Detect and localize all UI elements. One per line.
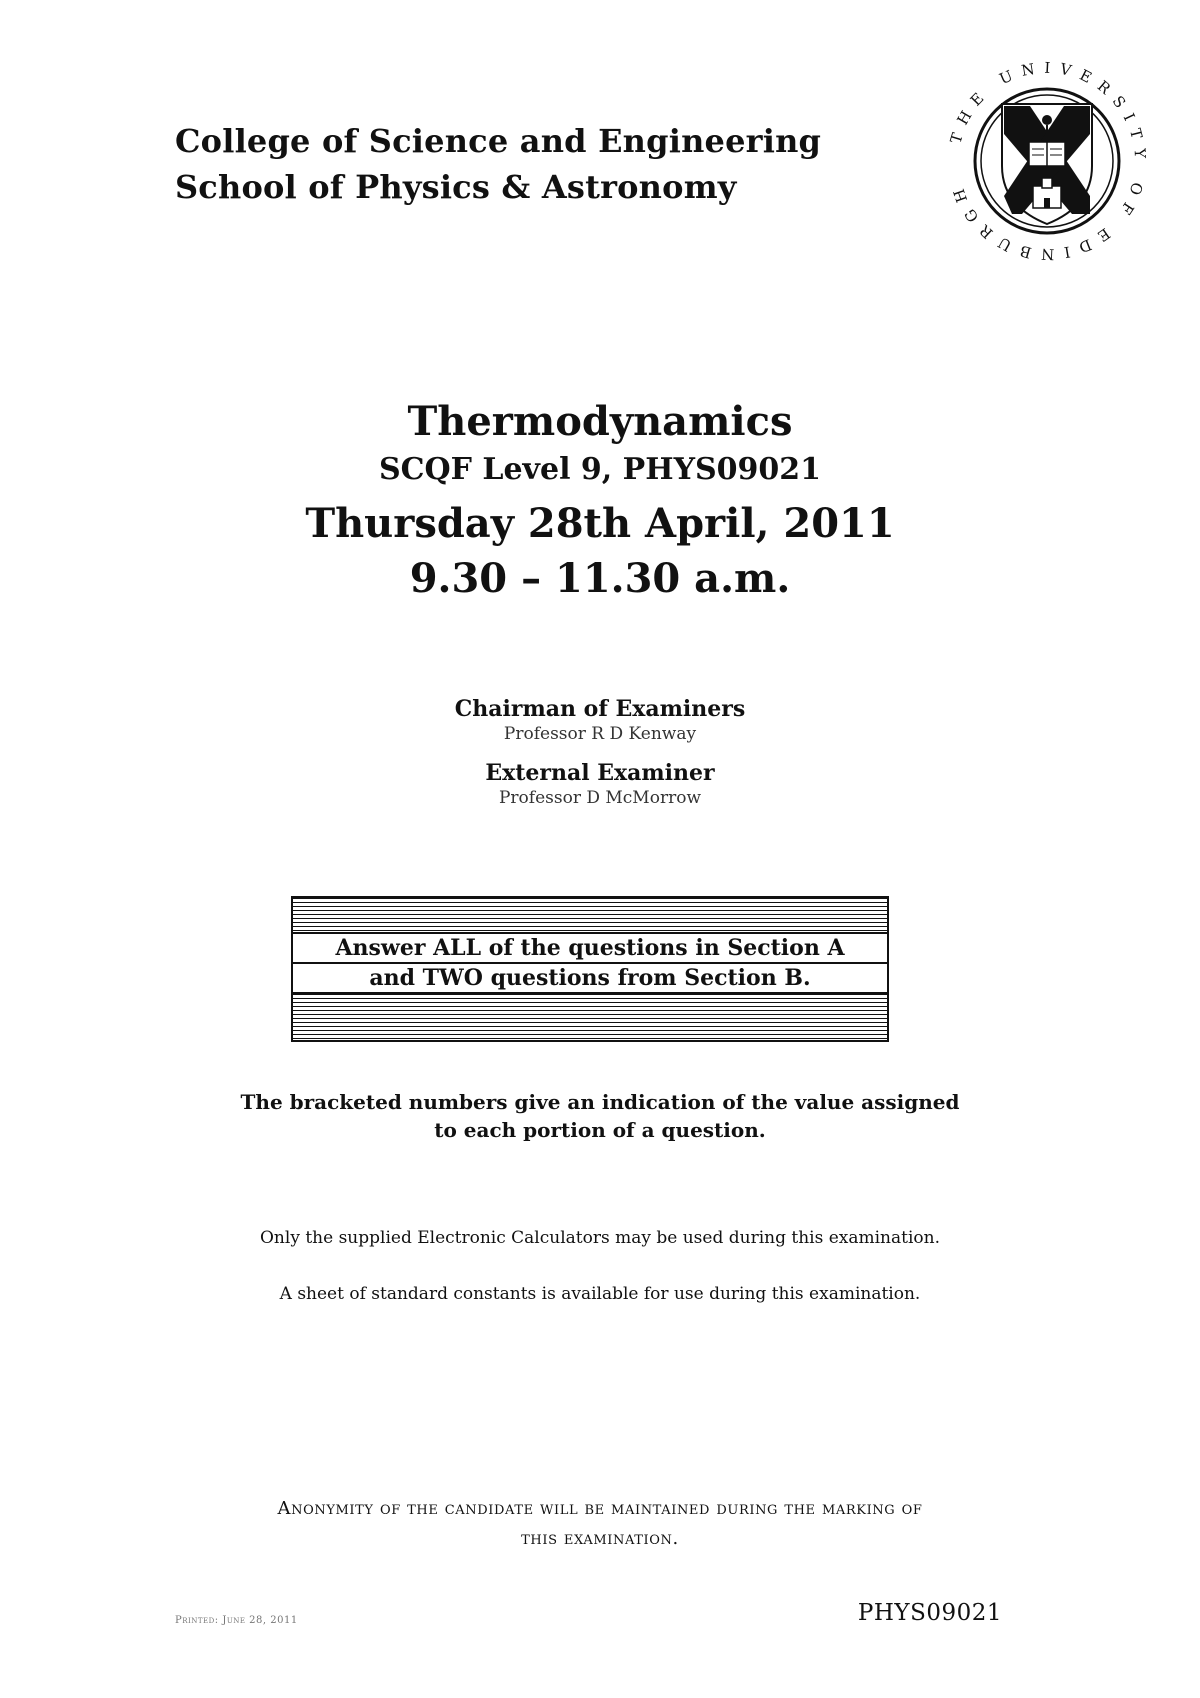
instructions-line-1: Answer ALL of the questions in Section A bbox=[335, 935, 845, 961]
course-code: PHYS09021 bbox=[857, 1600, 1002, 1626]
crest-ring-text: THE UNIVERSITY OF EDINBURGH bbox=[946, 58, 1150, 264]
bracketed-note-line-2: to each portion of a question. bbox=[434, 1118, 766, 1142]
bracketed-numbers-note bbox=[0, 1088, 1200, 1144]
exam-title: Thermodynamics bbox=[407, 398, 793, 445]
constants-note: A sheet of standard constants is available for use during this examination. bbox=[279, 1284, 921, 1304]
instructions-text bbox=[293, 932, 887, 994]
anonymity-line-2: this examination. bbox=[521, 1528, 679, 1549]
chairman-role: Chairman of Examiners bbox=[454, 696, 746, 722]
school-name: School of Physics & Astronomy bbox=[175, 168, 737, 206]
college-name: College of Science and Engineering bbox=[175, 122, 822, 160]
college-header bbox=[175, 118, 821, 210]
exam-time: 9.30 – 11.30 a.m. bbox=[409, 555, 791, 602]
external-examiner-role: External Examiner bbox=[485, 760, 715, 786]
anonymity-line-1: Anonymity of the candidate will be maintained during the marking of bbox=[277, 1498, 923, 1519]
calculator-note: Only the supplied Electronic Calculators may be used during this examination. bbox=[260, 1228, 940, 1248]
external-examiner-name: Professor D McMorrow bbox=[498, 788, 701, 808]
bracketed-note-line-1: The bracketed numbers give an indication of the value assigned bbox=[240, 1090, 960, 1114]
instructions-box bbox=[291, 896, 889, 1042]
instructions-line-2: and TWO questions from Section B. bbox=[293, 962, 887, 992]
anonymity-note bbox=[0, 1494, 1200, 1554]
university-crest-icon bbox=[932, 46, 1162, 276]
printed-date: Printed: June 28, 2011 bbox=[175, 1615, 298, 1626]
exam-level: SCQF Level 9, PHYS09021 bbox=[378, 452, 822, 487]
chairman-name: Professor R D Kenway bbox=[503, 724, 697, 744]
exam-date: Thursday 28th April, 2011 bbox=[305, 500, 895, 547]
